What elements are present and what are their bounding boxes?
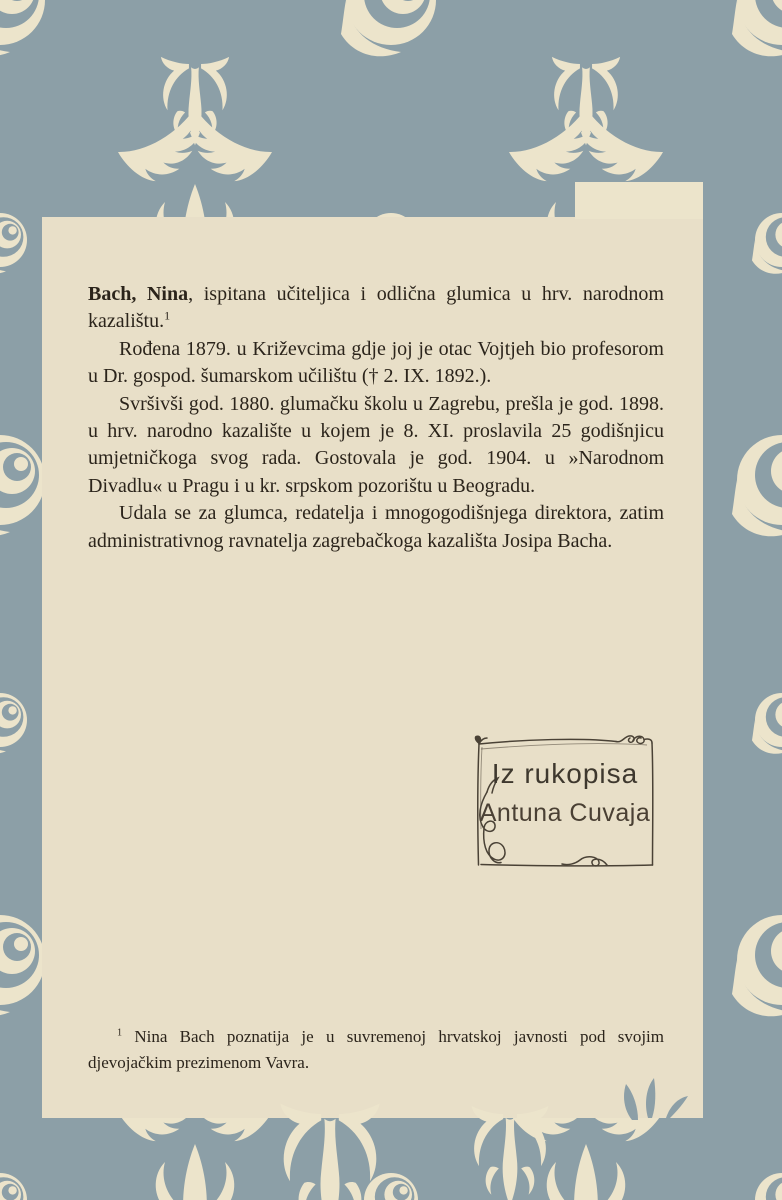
article-paragraph-lead: Bach, Nina, ispitana učiteljica i odlična glumica u hrv. narodnom kazalištu.$^1$ bbox=[88, 283, 664, 333]
footnote: $^1$ Nina Bach poznatija je u suvremenoj hrvatskoj javnosti pod svojim djevojačkim prezimenom Vavra. bbox=[88, 1027, 664, 1072]
attribution-line2: Antuna Cuvaja bbox=[479, 799, 651, 827]
article-text bbox=[88, 281, 664, 555]
attribution-frame bbox=[471, 733, 659, 875]
article-paragraph: Udala se za glumca, redatelja i mnogogodišnjega direktora, zatim administrativnog ravnatelja zagrebačkoga kazališta Josipa Bacha. bbox=[88, 502, 664, 552]
article-paragraph: Rođena 1879. u Križevcima gdje joj je otac Vojtjeh bio profesorom u Dr. gospod. šumarskom učilištu († 2. IX. 1892.). bbox=[88, 337, 664, 388]
attribution-text bbox=[471, 758, 659, 828]
article-paragraph: Svršivši god. 1880. glumačku školu u Zagrebu, prešla je god. 1898. u hrv. narodno kazalište u kojem je 8. XI. proslavila 25 godišnjicu umjetničkoga svog rada. Gostovala je god. 1904. u »Narodnom Divadlu« u Pragu i u kr. srpskom pozorištu u Beogradu. bbox=[88, 392, 664, 497]
attribution-line1: Iz rukopisa bbox=[491, 758, 639, 789]
